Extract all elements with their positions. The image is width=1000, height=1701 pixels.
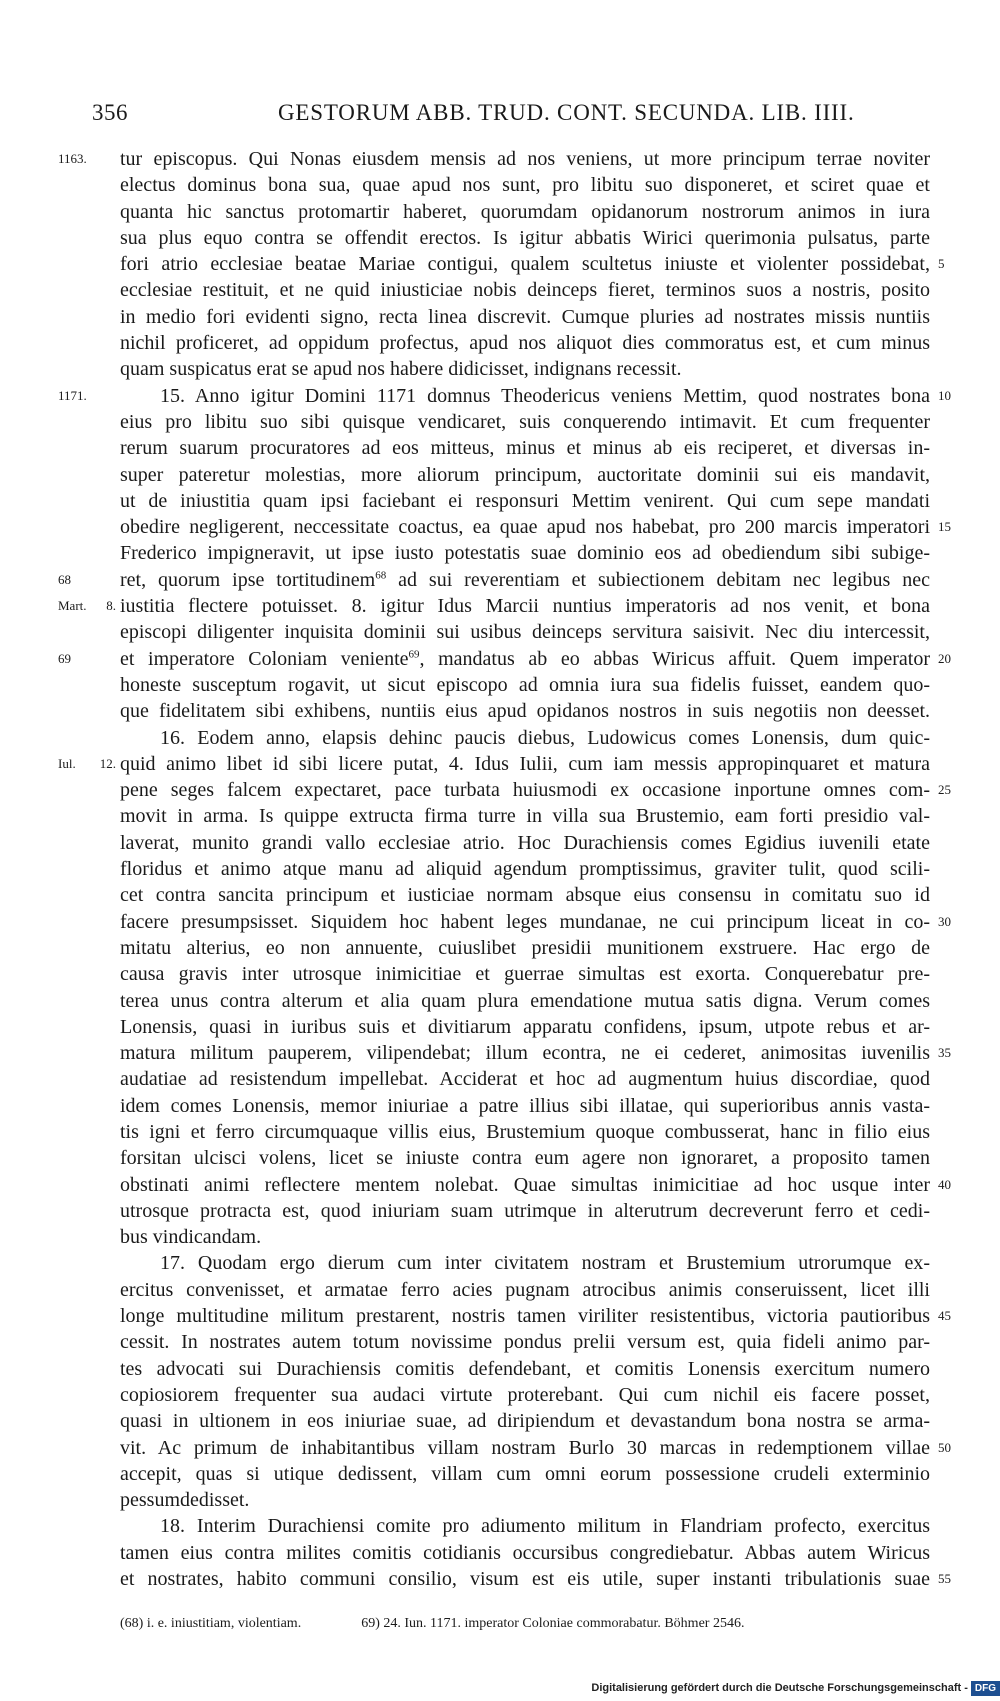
line-text: ercitus convenisset, et armatae ferro acies pugnam atrocibus animis conseruissent, licet illi (120, 1278, 930, 1301)
line-number: 50 (938, 1439, 951, 1455)
line-number: 25 (938, 782, 951, 798)
line-text: iustitia flectere potuisset. 8. igitur Idus Marcii nuntius imperatoris ad nos venit, et bona (120, 595, 930, 618)
text-line (58, 567, 931, 593)
text-line (120, 1382, 930, 1408)
text-line (120, 251, 945, 277)
line-text: obstinati animi reflectere mentem nolebat. Quae simultas inimicitiae ad hoc usque inter (120, 1173, 930, 1196)
text-line (120, 619, 930, 645)
footnote-69: 69) 24. Iun. 1171. imperator Coloniae commorabatur. Böhmer 2546. (361, 1616, 745, 1631)
text-line (120, 1119, 930, 1145)
line-text: causa gravis inter utrosque inimicitiae et guerrae simultas est exorta. Conquerebatur pre- (120, 963, 930, 986)
line-text: ret, quorum ipse tortitudinem (120, 568, 376, 591)
text-line (58, 146, 930, 172)
line-number: 45 (938, 1308, 951, 1324)
line-text: quasi in ultionem in eos iniuriae suae, ad diripiendum et devastandum bona nostra se arma- (120, 1410, 930, 1433)
line-text: cet contra sancita principum et iusticiae normam absque eius consensu in comitatu suo id (120, 884, 930, 907)
text-line (58, 751, 930, 777)
line-text: copiosiorem frequenter sua audaci virtute proterebant. Qui cum nichil eis facere posset, (120, 1383, 930, 1406)
left-margin-note: 68 (58, 571, 71, 587)
text-line (120, 1145, 930, 1171)
line-text: electus dominus bona sua, quae apud nos sunt, pro libitu suo disponeret, et sciret quae et (120, 174, 930, 197)
text-line (120, 830, 930, 856)
footnote-ref: 69 (408, 647, 420, 660)
credit-text: Digitalisierung gefördert durch die Deutsche Forschungsgemeinschaft - (591, 1682, 968, 1694)
digitization-credit (591, 1677, 1000, 1699)
text-line (120, 1356, 930, 1382)
line-text: matura militum pauperem, vilipendebat; illum econtra, ne ei cederet, animositas iuvenilis (120, 1042, 930, 1065)
line-number: 40 (938, 1176, 951, 1192)
text-line (120, 1408, 930, 1434)
text-line (120, 961, 930, 987)
line-text: tes advocati sui Durachiensis comitis defendebant, et comitis Lonensis exercitum numero (120, 1357, 930, 1380)
footnote-ref: 68 (375, 569, 387, 582)
text-line (120, 698, 930, 724)
line-text: 17. Quodam ergo dierum cum inter civitatem nostram et Brustemium utrorumque ex- (160, 1252, 930, 1275)
line-text: quam suspicatus erat se apud nos habere didicisset, indignans recessit. (120, 358, 682, 381)
line-number: 35 (938, 1045, 951, 1061)
line-text: obedire negligerent, neccessitate coactus, ea quae apud nos habebat, pro 200 marcis imperatori (120, 516, 930, 539)
text-line (120, 1250, 930, 1276)
line-text: mitatu alterius, eo non annuente, cuiuslibet presidii munitionem exstruere. Hac ergo de (120, 936, 930, 959)
text-line (120, 330, 930, 356)
footnotes (120, 1612, 930, 1636)
line-text: nichil proficeret, ad oppidum profectus, apud nos aliquot dies commoratus est, et cum minus (120, 332, 930, 355)
text-line (58, 383, 951, 409)
line-text: sua plus equo contra se offendit erectos. Is igitur abbatis Wirici querimonia pulsatus, parte (120, 226, 930, 249)
left-margin-note: 1171. (58, 387, 87, 403)
line-number: 10 (938, 387, 951, 403)
line-text: quanta hic sanctus protomartir haberet, quorumdam opidanorum nostrorum animos in iura (120, 200, 930, 223)
line-text: bus vindicandam. (120, 1226, 262, 1249)
left-margin-note: Iul. 12. (58, 755, 116, 771)
text-line (120, 1277, 930, 1303)
line-text: movit in arma. Is quippe extructa firma turre in villa sua Brustemio, eam forti presidio val- (120, 805, 930, 828)
text-line (120, 409, 930, 435)
text-line (120, 1435, 951, 1461)
line-text: pene seges falcem expectaret, pace turbata huiusmodi ex occasione inportune omnes com- (120, 779, 930, 802)
line-text: forsitan ulcisci volens, licet se iniuste contra eum agere non ignoraret, a proposito tamen (120, 1147, 930, 1170)
text-line (120, 514, 951, 540)
text-line (120, 725, 930, 751)
line-text-tail: ad sui reverentiam et subiectionem debitam nec legibus nec (386, 568, 931, 591)
text-line (120, 1513, 930, 1539)
line-text: 18. Interim Durachiensi comite pro adiumento militum in Flandriam profecto, exercitus (160, 1515, 930, 1538)
text-line (120, 1487, 930, 1513)
text-line (120, 277, 930, 303)
line-text: 15. Anno igitur Domini 1171 domnus Theodericus veniens Mettim, quod nostrates bona (160, 384, 930, 407)
text-line (120, 1303, 951, 1329)
line-text: rerum suarum procuratores ad eos mitteus, minus et minus ab eis reciperet, et diversas in- (120, 437, 930, 460)
line-text: super pateretur molestias, more aliorum principum, auctoritate dominii sui eis mandavit, (120, 463, 930, 486)
left-margin-note: 69 (58, 650, 71, 666)
line-text: accepit, quas si utique dedissent, villam cum omni eorum possessione crudeli exterminio (120, 1462, 930, 1485)
line-number: 30 (938, 913, 951, 929)
text-line (120, 462, 930, 488)
text-line (120, 356, 930, 382)
text-line (120, 672, 930, 698)
text-line (120, 172, 930, 198)
running-title: GESTORUM ABB. TRUD. CONT. SECUNDA. LIB. IIII. (278, 100, 855, 125)
text-line (120, 803, 930, 829)
text-line (120, 856, 930, 882)
text-line (120, 540, 930, 566)
text-line (120, 435, 930, 461)
text-line (120, 1461, 930, 1487)
page-header (0, 100, 1000, 130)
line-text: audatiae ad resistendum impellebat. Acciderat et hoc ad augmentum huius discordiae, quod (120, 1068, 930, 1091)
line-text: utrosque protracta est, quod iniuriam suam utrimque in alterutrum decreverunt ferro et cedi- (120, 1199, 930, 1222)
line-text: et imperatore Coloniam veniente (120, 647, 409, 670)
line-text: que fidelitatem sibi exhibens, nuntiis eius apud opidanos nostros in suis negotiis non deesset. (120, 700, 930, 723)
line-text: facere presumpsisset. Siquidem hoc habent leges mundanae, ne cui principum liceat in co- (120, 910, 930, 933)
text-line (58, 646, 951, 672)
line-number: 15 (938, 519, 951, 535)
line-text: laverat, munito grandi vallo ecclesiae atrio. Hoc Durachiensis comes Egidius iuvenili etate (120, 831, 930, 854)
line-text: longe multitudine militum prestarent, nostris tamen viriliter resistentibus, victoria pautioribus (120, 1305, 930, 1328)
line-text: tur episcopus. Qui Nonas eiusdem mensis ad nos veniens, ut more principum terrae noviter (120, 148, 930, 170)
line-text: fori atrio ecclesiae beatae Mariae contigui, qualem scultetus iniuste et violenter possidebat, (120, 253, 930, 276)
line-text: honeste susceptum rogavit, ut sicut episcopo ad omnia iura sua fidelis fuisset, eandem quo- (120, 673, 930, 696)
page-number: 356 (92, 100, 128, 125)
footnote-68: (68) i. e. iniustitiam, violentiam. (120, 1616, 302, 1631)
text-line (120, 225, 930, 251)
left-margin-note: 1163. (58, 151, 87, 166)
text-line (120, 1198, 930, 1224)
line-text: et nostrates, habito communi consilio, visum est eis utile, super instanti tribulationis suae (120, 1568, 930, 1591)
line-text: 16. Eodem anno, elapsis dehinc paucis diebus, Ludowicus comes Lonensis, dum quic- (160, 726, 930, 749)
text-line (120, 1172, 951, 1198)
line-text: Frederico impigneravit, ut ipse iusto potestatis suae dominio eos ad obediendum sibi subige- (120, 542, 930, 565)
text-line (120, 909, 951, 935)
line-text: episcopi diligenter inquisita dominii sui usibus deinceps servitura saisivit. Nec diu intercessit, (120, 621, 930, 644)
line-text-tail: , mandatus ab eo abbas Wiricus affuit. Quem imperator (419, 647, 930, 670)
text-line (120, 882, 930, 908)
text-line (120, 1540, 930, 1566)
dfg-logo: DFG (971, 1681, 1000, 1696)
line-text: cessit. In nostrates autem totum novissime pondus prelii versum est, quia fideli animo par- (120, 1331, 930, 1354)
line-text: tamen eius contra milites comitis cotidianis occursibus congrediebatur. Abbas autem Wiricus (120, 1541, 930, 1564)
text-line (120, 1224, 930, 1250)
line-text: vit. Ac primum de inhabitantibus villam nostram Burlo 30 marcas in redemptionem villae (120, 1436, 930, 1459)
text-line (120, 199, 930, 225)
line-text: ecclesiae restituit, et ne quid iniusticiae nobis deinceps fieret, terminos suos a nostris, posito (120, 279, 930, 302)
line-text: quid animo libet id sibi licere putat, 4. Idus Iulii, cum iam messis appropinquaret et matura (120, 752, 930, 775)
line-text: floridus et animo atque manu ad aliquid agendum promptissimus, graviter tulit, quod scili- (120, 858, 930, 881)
text-line (120, 988, 930, 1014)
line-text: in medio fori evidenti signo, recta linea discrevit. Cumque pluries ad nostrates missis nuntiis (120, 305, 930, 328)
text-line (120, 488, 930, 514)
line-text: idem comes Lonensis, memor iniuriae a patre illius sibi illatae, qui superioribus annis vasta- (120, 1094, 930, 1117)
text-line (120, 1566, 951, 1592)
main-text (58, 146, 951, 1592)
text-line (120, 1329, 930, 1355)
left-margin-note: Mart. 8. (58, 598, 116, 614)
text-line (120, 777, 951, 803)
line-number: 20 (938, 650, 951, 666)
text-line (120, 1066, 930, 1092)
line-text: Lonensis, quasi in iuribus suis et divitiarum apparatu confidens, ipsum, utpote rebus et ar- (120, 1015, 930, 1038)
line-text: eius pro libitu suo sibi quisque vendicaret, suis conquerendo intimavit. Et cum frequenter (120, 410, 930, 433)
text-line (120, 304, 930, 330)
line-number: 5 (938, 256, 945, 272)
line-text: pessumdedisset. (120, 1489, 250, 1512)
text-line (120, 935, 930, 961)
line-number: 55 (938, 1571, 951, 1587)
text-line (120, 1093, 930, 1119)
text-line (58, 593, 930, 619)
text-line (120, 1040, 951, 1066)
text-line (120, 1014, 930, 1040)
line-text: terea unus contra alterum et alia quam plura emendatione mutua satis digna. Verum comes (120, 989, 930, 1012)
line-text: ut de iniustitia quam ipsi faciebant ei responsuri Mettim venirent. Qui cum sepe mandati (120, 489, 930, 512)
line-text: tis igni et ferro circumquaque villis eius, Brustemium quoque combusserat, hanc in filio eius (120, 1120, 930, 1143)
